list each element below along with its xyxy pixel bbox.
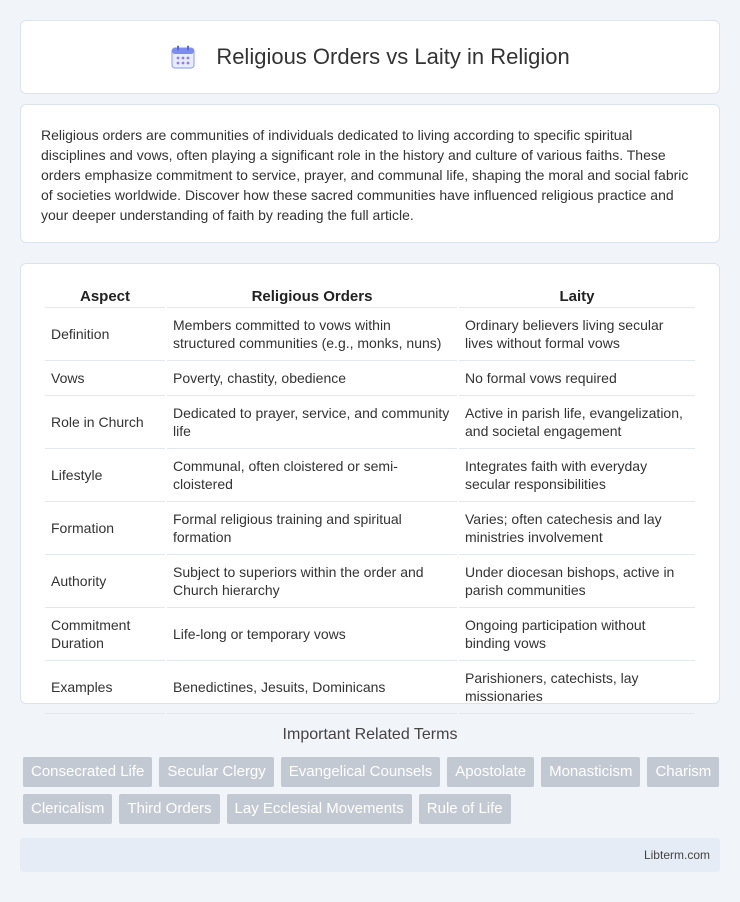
related-terms-tags <box>23 757 723 824</box>
table-cell: No formal vows required <box>459 361 695 396</box>
tag-monasticism[interactable]: Monasticism <box>541 757 640 787</box>
tag-clericalism[interactable]: Clericalism <box>23 794 112 824</box>
table-cell: Members committed to vows within structured communities (e.g., monks, nuns) <box>167 308 457 361</box>
table-cell: Definition <box>45 308 165 361</box>
table-row <box>45 308 695 361</box>
table-row <box>45 449 695 502</box>
comparison-table <box>43 284 697 714</box>
table-cell: Ongoing participation without binding vows <box>459 608 695 661</box>
tag-third-orders[interactable]: Third Orders <box>119 794 219 824</box>
footer <box>20 838 720 872</box>
table-cell: Parishioners, catechists, lay missionaries <box>459 661 695 714</box>
table-row <box>45 361 695 396</box>
table-cell: Ordinary believers living secular lives without formal vows <box>459 308 695 361</box>
tag-apostolate[interactable]: Apostolate <box>447 757 534 787</box>
table-cell: Benedictines, Jesuits, Dominicans <box>167 661 457 714</box>
table-cell: Communal, often cloistered or semi-cloistered <box>167 449 457 502</box>
intro-card <box>20 104 720 243</box>
table-cell: Dedicated to prayer, service, and community life <box>167 396 457 449</box>
related-terms-title: Important Related Terms <box>282 726 458 743</box>
table-cell: Lifestyle <box>45 449 165 502</box>
table-cell: Life-long or temporary vows <box>167 608 457 661</box>
header-laity: Laity <box>459 284 695 308</box>
intro-text: Religious orders are communities of individuals dedicated to living according to specific spiritual disciplines and vows, often playing a significant role in the history and culture of various faiths. These orders emphasize commitment to service, prayer, and communal life, shaping the moral and social fabric of societies worldwide. Discover how these sacred communities have influenced religious practice and your deeper understanding of faith by reading the full article. <box>41 127 689 223</box>
page-title: Religious Orders vs Laity in Religion <box>216 44 570 69</box>
table-header-row <box>45 284 695 308</box>
table-cell: Poverty, chastity, obedience <box>167 361 457 396</box>
table-cell: Authority <box>45 555 165 608</box>
table-cell: Subject to superiors within the order and Church hierarchy <box>167 555 457 608</box>
table-cell: Integrates faith with everyday secular responsibilities <box>459 449 695 502</box>
comparison-table-card <box>20 263 720 704</box>
table-cell: Active in parish life, evangelization, and societal engagement <box>459 396 695 449</box>
table-row <box>45 396 695 449</box>
calendar-icon <box>170 44 196 70</box>
table-cell: Under diocesan bishops, active in parish communities <box>459 555 695 608</box>
tag-consecrated-life[interactable]: Consecrated Life <box>23 757 152 787</box>
table-cell: Vows <box>45 361 165 396</box>
tag-lay-ecclesial-movements[interactable]: Lay Ecclesial Movements <box>227 794 412 824</box>
table-row <box>45 502 695 555</box>
footer-brand-link[interactable]: Libterm.com <box>643 848 710 862</box>
title-card <box>20 20 720 94</box>
tag-evangelical-counsels[interactable]: Evangelical Counsels <box>281 757 440 787</box>
table-row <box>45 661 695 714</box>
table-cell: Varies; often catechesis and lay ministries involvement <box>459 502 695 555</box>
table-cell: Examples <box>45 661 165 714</box>
tag-charism[interactable]: Charism <box>647 757 719 787</box>
table-cell: Role in Church <box>45 396 165 449</box>
table-cell: Formal religious training and spiritual formation <box>167 502 457 555</box>
table-row <box>45 555 695 608</box>
tag-secular-clergy[interactable]: Secular Clergy <box>159 757 273 787</box>
tag-rule-of-life[interactable]: Rule of Life <box>419 794 511 824</box>
header-religious-orders: Religious Orders <box>167 284 457 308</box>
header-aspect: Aspect <box>45 284 165 308</box>
table-cell: Commitment Duration <box>45 608 165 661</box>
table-cell: Formation <box>45 502 165 555</box>
table-row <box>45 608 695 661</box>
